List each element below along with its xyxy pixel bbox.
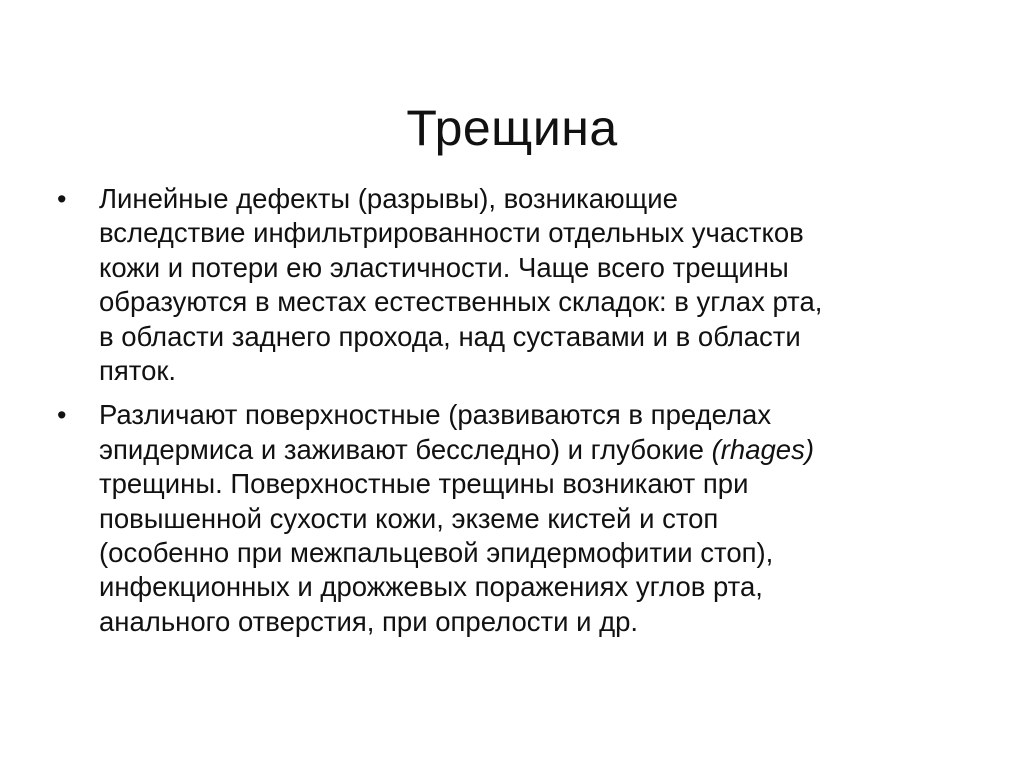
bullet-text-line: образуются в местах естественных складок: в углах рта, xyxy=(99,286,823,318)
bullet-text-line: в области заднего прохода, над суставами и в области xyxy=(99,320,801,352)
bullet-text-segment: эпидермиса и заживают бесследно) и глубокие xyxy=(99,433,712,465)
bullet-dot-icon: • xyxy=(57,400,67,431)
bullet-text-line: анального отверстия, при опрелости и др. xyxy=(99,605,639,637)
bullet-item xyxy=(55,398,965,639)
bullet-text-line: кожи и потери ею эластичности. Чаще всего трещины xyxy=(99,251,789,283)
bullet-text-line-with-term xyxy=(99,433,965,467)
bullet-text-line: вследствие инфильтрированности отдельных участков xyxy=(99,217,804,249)
latin-term: (rhages) xyxy=(711,433,814,465)
bullet-text-line: пяток. xyxy=(99,355,177,387)
bullet-text-line: Различают поверхностные (развиваются в пределах xyxy=(99,399,772,431)
bullet-list xyxy=(55,182,965,649)
bullet-text-line: инфекционных и дрожжевых поражениях углов рта, xyxy=(99,571,763,603)
bullet-text-line: Линейные дефекты (разрывы), возникающие xyxy=(99,183,678,214)
bullet-text-line: (особенно при межпальцевой эпидермофитии стоп), xyxy=(99,537,774,569)
bullet-dot-icon: • xyxy=(57,184,67,214)
bullet-item xyxy=(55,182,965,388)
bullet-text-line: трещины. Поверхностные трещины возникают при xyxy=(99,468,749,500)
bullet-text-line: повышенной сухости кожи, экземе кистей и стоп xyxy=(99,502,719,534)
slide-title: Трещина xyxy=(406,99,618,156)
